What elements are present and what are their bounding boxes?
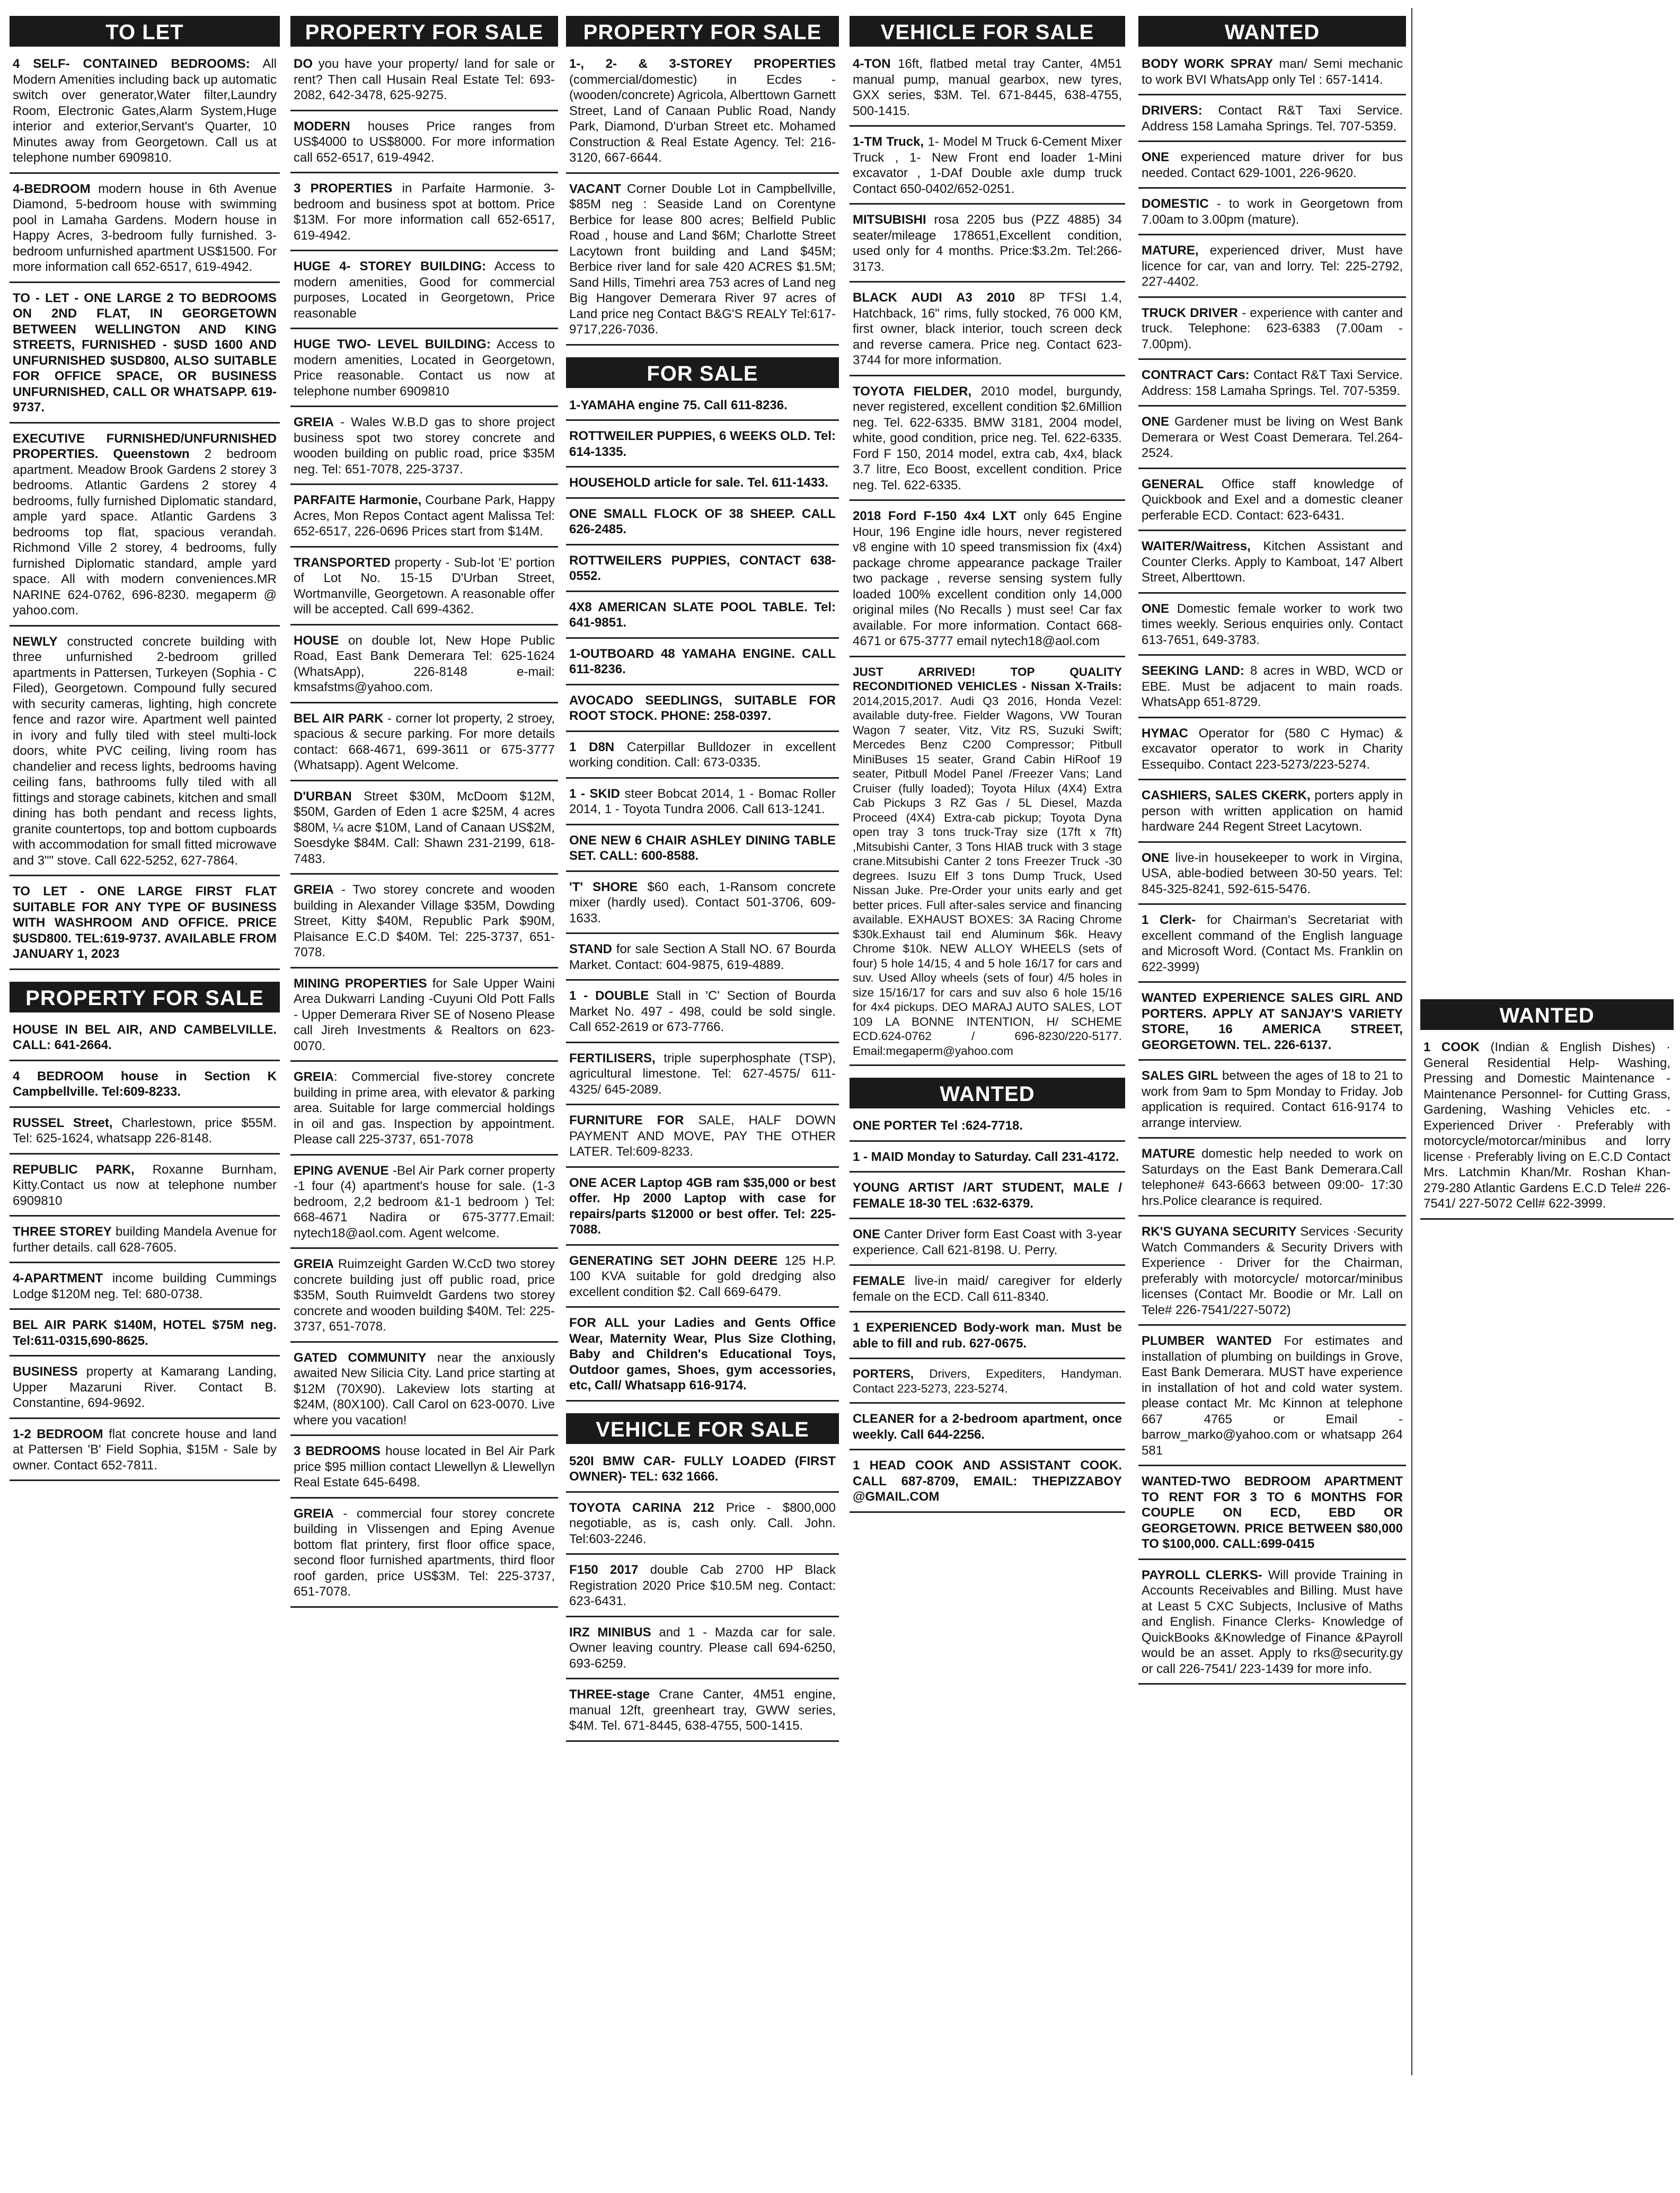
ad-lead: PLUMBER WANTED xyxy=(1142,1334,1272,1348)
ad-lead: RK'S GUYANA SECURITY xyxy=(1142,1225,1297,1239)
classified-ad xyxy=(290,553,558,626)
classified-ad xyxy=(10,288,280,424)
ad-lead: CONTRACT Cars: xyxy=(1142,368,1250,382)
ad-lead: 1-TM Truck, xyxy=(853,135,924,149)
ad-body: for Chairman's Secretariat with excellent command of the English language and Microsoft Word. (Contact Ms. Franklin on 622-3999) xyxy=(1142,913,1403,974)
ad-lead: GENERATING SET JOHN DEERE xyxy=(569,1253,778,1268)
ad-body: property - Sub-lot 'E' portion of Lot No. 15-15 D'Urban Street, Wortmanville, Georgetown. A reasonable offer will be accepted. Call 699-4362. xyxy=(294,555,555,616)
classified-ad xyxy=(850,1271,1125,1313)
classified-ad xyxy=(1420,1037,1674,1220)
ad-lead: ONE xyxy=(1142,850,1170,865)
ad-body: Stall in 'C' Section of Bourda Market No. 497 - 498, could be sold single. Call 652-2619 or 673-7766. xyxy=(569,989,836,1034)
classified-ad xyxy=(1138,988,1406,1061)
classified-ad xyxy=(1138,54,1406,95)
classified-ad xyxy=(850,1147,1125,1173)
classified-ad xyxy=(290,709,558,781)
classified-ad xyxy=(1138,303,1406,360)
classified-ad xyxy=(1138,661,1406,718)
classified-ad xyxy=(1138,910,1406,983)
ad-body: Services ·Security Watch Commanders & Security Drivers with Experience · Driver for the Chairman, preferably with motorcycle/ motorcar/minibus licenses (Contact Mr. Boodie or Mr. Lall on Tele# 226-7541/227-5072) xyxy=(1142,1225,1403,1317)
ad-body: - corner lot property, 2 stroey, spacious & secure parking. For more details contact: 668-4671, 699-3611 or 675-3777 (Whatsapp). Agent Welcome. xyxy=(294,711,555,772)
ad-body: 2010 model, burgundy, never registered, excellent condition $2.6Million neg. Tel. 622-6335. BMW 3181, 2004 model, white, good condition, price neg. Tel. 622-6335. Ford F 150, 2014 model, extra cab, 4x4, black 3.7 litre, Eco Boost, excellent condition. Price neg. Tel. 622-6335. xyxy=(853,384,1122,492)
classified-ad xyxy=(290,257,558,329)
column-1 xyxy=(10,0,280,2193)
classified-ad xyxy=(1138,848,1406,905)
ad-body: Price - $800,000 negotiable, as is, cash only. Call. John. Tel:603-2246. xyxy=(569,1500,836,1546)
classified-ad xyxy=(566,426,839,468)
ad-lead: PARFAITE Harmonie, xyxy=(294,493,422,507)
classified-ad xyxy=(290,490,558,548)
ad-lead: 4-APARTMENT xyxy=(13,1271,103,1285)
ad-body: rosa 2205 bus (PZZ 4885) 34 seater/mileage 178651,Excellent condition, used only for 4 months. Price:$3.2m. Tel:266-3173. xyxy=(853,213,1122,274)
ad-body: - experience with canter and truck. Telephone: 623-6383 (7.00am - 7.00pm). xyxy=(1142,305,1403,351)
ad-lead: ONE xyxy=(1142,415,1170,429)
ad-lead: 1 EXPERIENCED Body-work man. Must be able to fill and rub. 627-0675. xyxy=(853,1320,1122,1351)
ad-lead: HOUSE xyxy=(294,633,339,648)
classified-ad xyxy=(10,1222,280,1263)
ad-body: in Parfaite Harmonie. 3-bedroom and business spot at bottom. Price $13M. For more information call 652-6517, 619-4942. xyxy=(294,181,555,243)
ad-lead: GREIA xyxy=(294,883,334,897)
ad-body: experienced mature driver for bus needed. Contact 629-1001, 226-9620. xyxy=(1142,150,1403,180)
ad-lead: TO - LET - ONE LARGE 2 TO BEDROOMS ON 2ND FLAT, IN GEORGETOWN BETWEEN WELLINGTON AND KING STREETS, FURNISHED - $USD 1600 AND UNFURNISHED $USD800, ALSO SUITABLE FOR OFFICE SPACE, OR BUSINESS UNFURNISHED, CALL OR WHATSAPP. 619-9737. xyxy=(13,290,277,415)
ad-body: you have your property/ land for sale or rent? Then call Husain Real Estate Tel: 693-2082, 642-3478, 625-9275. xyxy=(294,57,555,102)
classified-ad xyxy=(10,1113,280,1155)
classified-ad xyxy=(10,179,280,283)
ad-body: Kitchen Assistant and Counter Clerks. Apply to Kamboat, 147 Albert Street, Alberttown. xyxy=(1142,539,1403,585)
classified-ad xyxy=(1138,101,1406,142)
ad-lead: MATURE xyxy=(1142,1147,1195,1161)
classified-ad xyxy=(1138,474,1406,532)
ad-lead: MITSUBISHI xyxy=(853,213,926,227)
classified-ad xyxy=(290,1067,558,1156)
classified-ad xyxy=(566,986,839,1043)
ad-body: Will provide Training in Accounts Receivables and Billing. Must have at Least 5 CXC Subjects, Inclusive of Maths and English. Finance Clerks- Knowledge of QuickBooks &Knowledge of Finance &Payroll would be an asset. Apply to rks@security.gy or call 226-7541/ 223-1439 for more info. xyxy=(1142,1567,1403,1676)
ad-lead: 2018 Ford F-150 4x4 LXT xyxy=(853,509,1016,523)
classified-ad xyxy=(1138,365,1406,407)
classified-ad xyxy=(566,1560,839,1617)
ad-lead: HUGE 4- STOREY BUILDING: xyxy=(294,259,487,274)
classified-ad xyxy=(10,1362,280,1419)
classified-ad xyxy=(10,882,280,970)
classified-ad xyxy=(850,54,1125,127)
ad-body: house located in Bel Air Park price $95 million contact Llewellyn & Llewellyn Real Estate 645-6498. xyxy=(294,1444,555,1490)
ad-body: - commercial four storey concrete building in Vlissengen and Eping Avenue bottom flat printery, first floor office space, second floor furnished apartments, third floor roof garden, price US$3M. Tel: 225-3737, 651-7078. xyxy=(294,1506,555,1599)
ad-lead: ONE xyxy=(853,1227,881,1241)
ad-lead: 3 PROPERTIES xyxy=(294,181,393,196)
ad-lead: 1 - MAID Monday to Saturday. Call 231-4172. xyxy=(853,1149,1119,1164)
ad-body: 2014,2015,2017. Audi Q3 2016, Honda Vezel: available duty-free. Fielder Wagons, VW Touran Wagon 7 seater, Vitz, Vitz RS, Suzuki Swift; Mercedes Benz C200 Compressor; Pitbull MiniBuses 15 seater, Grand Cabin HiRoof 19 seater, Pitbull Model Panel /Freezer Vans; Land Cruiser (fully loaded); Toyota Hilux (4X4) Extra Cab Pickups 3 RZ Gas / 5L Diesel, Mazda Proceed (4X4) Extra-cab pickup; Toyota Dyna open tray 3 tons truck-Tray size (17ft x 7ft) ,Mitsubishi Canter, 3 Tons HIAB truck with 3 stage crane.Mitsubishi Canter 2 tons Freezer Truck -30 degrees. Isuzu Elf 3 tons Dump Truck, Used Nissan Juke. Pre-Order your units early and get better prices. Full after-sales service and financing available. EXHAUST BOXES: 3A Racing Chrome $30k.Exhaust tail end Aluminum $6k. Heavy Chrome $10k. NEW ALLOY WHEELS (sets of four) 5 hole 14/15, 4 and 5 hole 16/17 for cars and suv. Used Alloy wheels (sets of four) 4/5 holes in size 15/16/17 for cars and suv also 6 hole 15/16 for 4x4 pickups. DEO MARAJ AUTO SALES, LOT 109 LA BONNE INTENTION, H/ SCHEME ECD.624-0762 / 696-8230/220-5177. Email:megaperm@yahoo.com xyxy=(853,694,1122,1058)
classified-ad xyxy=(290,1254,558,1343)
ad-body: double Cab 2700 HP Black Registration 2020 Price $10.5M neg. Contact: 623-6431. xyxy=(569,1563,836,1608)
ad-lead: DRIVERS: xyxy=(1142,103,1202,118)
classified-ad xyxy=(290,974,558,1062)
column-4 xyxy=(850,0,1125,2193)
classified-ad xyxy=(10,1315,280,1357)
ad-body: building Mandela Avenue for further details. call 628-7605. xyxy=(13,1225,277,1255)
ad-lead: TRUCK DRIVER xyxy=(1142,305,1238,320)
column-2 xyxy=(290,0,558,2193)
ad-lead: RUSSEL Street, xyxy=(13,1115,113,1130)
section-header: FOR SALE xyxy=(566,357,839,388)
classified-ad xyxy=(850,1178,1125,1219)
ad-lead: WANTED EXPERIENCE SALES GIRL AND PORTERS. APPLY AT SANJAY'S VARIETY STORE, 16 AMERICA STREET, GEORGETOWN. TEL. 226-6137. xyxy=(1142,991,1403,1052)
classified-ad xyxy=(850,288,1125,376)
classified-ad xyxy=(1138,724,1406,781)
ad-body: porters apply in person with written application on hamid hardware 244 Regent Street Lacytown. xyxy=(1142,788,1403,834)
ad-lead: MODERN xyxy=(294,119,350,134)
ad-lead: GREIA xyxy=(294,415,334,429)
classified-ad xyxy=(1138,241,1406,298)
ad-body: Contact R&T Taxi Service. Address: 158 Lamaha Springs. Tel. 707-5359. xyxy=(1142,368,1403,398)
ad-lead: 1 - DOUBLE xyxy=(569,989,649,1003)
ad-lead: WANTED-TWO BEDROOM APARTMENT TO RENT FOR 3 TO 6 MONTHS FOR COUPLE ON ECD, EBD OR GEORGETOWN. PRICE BETWEEN $80,000 TO $100,000. CALL:699-0415 xyxy=(1142,1474,1403,1551)
ad-lead: BLACK AUDI A3 2010 xyxy=(853,290,1015,305)
ad-body: Corner Double Lot in Campbellville, $85M neg : Seaside Land on Corentyne Berbice for lease 800 acres; Belfield Public Road , house and Land $6M; Charlotte Street Lacytown front building and Land $45M; Berbice river land for sale 420 ACRES $1.5M; Sand Hills, Timehri area 753 acres of Land neg Big Hangover Demerara River 97 acres of Land price neg Contact B&G'S REALY Tel:617-9717,226-7036. xyxy=(569,181,836,337)
classified-ad xyxy=(566,1623,839,1680)
page-frame-line xyxy=(1411,8,1412,2075)
classified-ad xyxy=(566,597,839,639)
ad-lead: 1-2 BEDROOM xyxy=(13,1426,103,1441)
classified-ad xyxy=(1138,786,1406,843)
ad-lead: HYMAC xyxy=(1142,726,1188,741)
classified-ad xyxy=(566,1251,839,1308)
classified-ad xyxy=(290,179,558,251)
section-header: WANTED xyxy=(850,1078,1125,1108)
classified-ad xyxy=(1138,1222,1406,1326)
ad-body: for Sale Upper Waini Area Dukwarri Landing -Cuyuni Old Pott Falls - Upper Demerara River SE of Noseno Please call Jireh Investments & Realtors on 623-0070. xyxy=(294,976,555,1053)
classified-ad xyxy=(566,1685,839,1742)
ad-lead: 1 - SKID xyxy=(569,786,620,801)
ad-lead: THREE-stage xyxy=(569,1687,650,1702)
ad-body: 125 H.P. 100 KVA suitable for gold dredging also excellent condition $2. Call 669-6479. xyxy=(569,1253,836,1299)
ad-body: experienced driver, Must have licence for car, van and lorry. Tel: 225-2792, 227-4402. xyxy=(1142,243,1403,289)
section-header: TO LET xyxy=(10,16,280,47)
classified-ad xyxy=(1138,147,1406,189)
ad-lead: D'URBAN xyxy=(294,789,352,804)
column-5 xyxy=(1138,0,1406,2193)
classified-ad xyxy=(1138,536,1406,594)
classified-ad xyxy=(10,1424,280,1482)
classified-ad xyxy=(290,787,558,875)
ad-body: Drivers, Expediters, Handyman. Contact 223-5273, 223-5274. xyxy=(853,1367,1122,1395)
ad-lead: YOUNG ARTIST /ART STUDENT, MALE / FEMALE 18-30 TEL :632-6379. xyxy=(853,1181,1122,1211)
classified-ad xyxy=(566,395,839,421)
classified-ad xyxy=(1138,1331,1406,1466)
ad-body: only 645 Engine Hour, 196 Engine idle hours, never registered v8 engine with 10 speed transmission fix (4x4) package chrome appearance package Trailer two package , reverse sensing system fully loaded 100% excellent condition only 14,000 original miles (No Recalls ) must see! Car fax available. For more information. Contact 668-4671 or 675-3777 email nytech18@aol.com xyxy=(853,509,1122,648)
classified-ad xyxy=(10,1269,280,1310)
section-header: VEHICLE FOR SALE xyxy=(566,1413,839,1444)
classified-ad xyxy=(290,1348,558,1437)
ad-lead: BODY WORK SPRAY xyxy=(1142,57,1274,71)
ad-body: property at Kamarang Landing, Upper Mazaruni River. Contact B. Constantine, 694-9692. xyxy=(13,1364,277,1410)
classified-ad xyxy=(850,382,1125,501)
classified-ad xyxy=(850,663,1125,1067)
ad-body: 1- Model M Truck 6-Cement Mixer Truck , 1- New Front end loader 1-Mini excavator , 1-DAf Double axle dump truck Contact 650-0402/652-0251. xyxy=(853,135,1122,196)
ad-lead: GREIA xyxy=(294,1070,334,1084)
classified-ad xyxy=(290,412,558,485)
ad-lead: VACANT xyxy=(569,181,622,196)
classified-ad xyxy=(850,1364,1125,1404)
ad-body: Office staff knowledge of Quickbook and Exel and a domestic cleaner perferable ECD. Contact: 623-6431. xyxy=(1142,477,1403,523)
classified-ad xyxy=(10,1160,280,1217)
ad-lead: 520I BMW CAR- FULLY LOADED (FIRST OWNER)- TEL: 632 1666. xyxy=(569,1454,836,1484)
ad-lead: HOUSE IN BEL AIR, AND CAMBELVILLE. CALL: 641-2664. xyxy=(13,1022,277,1052)
ad-lead: FERTILISERS, xyxy=(569,1051,656,1065)
classified-ad xyxy=(290,631,558,703)
ad-lead: ONE NEW 6 CHAIR ASHLEY DINING TABLE SET. CALL: 600-8588. xyxy=(569,833,836,863)
classified-ad xyxy=(10,54,280,174)
ad-lead: ONE xyxy=(1142,601,1170,616)
ad-body: 16ft, flatbed metal tray Canter, 4M51 manual pump, manual gearbox, new tyres, GXX series, $3M. Tel. 671-8445, 638-4755, 500-1415. xyxy=(853,57,1122,118)
ad-lead: BEL AIR PARK xyxy=(294,711,384,726)
ad-body: Gardener must be living on West Bank Demerara or West Coast Demerara. Tel.264-2524. xyxy=(1142,415,1403,460)
ad-lead: 1 COOK xyxy=(1423,1040,1480,1054)
ad-lead: 4 BEDROOM house in Section K Campbellville. Tel:609-8233. xyxy=(13,1069,277,1099)
ad-lead: FEMALE xyxy=(853,1274,905,1288)
ad-body: on double lot, New Hope Public Road, East Bank Demerara Tel: 625-1624 (WhatsApp), 226-8148 e-mail: kmsafstms@yahoo.com. xyxy=(294,633,555,694)
ad-lead: CASHIERS, SALES CKERK, xyxy=(1142,788,1311,803)
ad-lead: TO LET - ONE LARGE FIRST FLAT SUITABLE FOR ANY TYPE OF BUSINESS WITH WASHROOM AND OFFICE. PRICE $USD800. TEL:619-9737. AVAILABLE FROM JANUARY 1, 2023 xyxy=(13,884,277,961)
ad-body: between the ages of 18 to 21 to work from 9am to 5pm Monday to Friday. Job application is required. Contact 616-9174 to arrange interview. xyxy=(1142,1069,1403,1130)
ad-body: 8P TFSI 1.4, Hatchback, 16" rims, fully stocked, 76 000 KM, first owner, black interior, touch screen deck and reverse camera. Price neg. Contact 623-3744 for more information. xyxy=(853,290,1122,367)
ad-body: income building Cummings Lodge $120M neg. Tel: 680-0738. xyxy=(13,1271,277,1301)
classified-ad xyxy=(566,551,839,592)
ad-body: modern house in 6th Avenue Diamond, 5-bedroom house with swimming pool in Lamaha Gardens. Modern house in Happy Acres, 3-bedroom fully furnished. 3-bedroom unfurnished apartment US$1500. For more information call 652-6517, 619-4942. xyxy=(13,181,277,274)
ad-lead: 1-, 2- & 3-STOREY PROPERTIES xyxy=(569,57,836,71)
classified-ad xyxy=(290,54,558,111)
classified-ad xyxy=(566,784,839,825)
section-header: WANTED xyxy=(1138,16,1406,47)
ad-body: and 1 - Mazda car for sale. Owner leaving country. Please call 694-6250, 693-6259. xyxy=(569,1625,836,1671)
ad-body: live-in housekeeper to work in Virgina, USA, able-bodied between 30-50 years. Tel: 845-325-8241, 592-615-5476. xyxy=(1142,850,1403,896)
ad-body: Charlestown, price $55M. Tel: 625-1624, whatsapp 226-8148. xyxy=(13,1115,277,1146)
ad-lead: BUSINESS xyxy=(13,1364,78,1379)
classified-ad xyxy=(566,877,839,935)
ad-lead: ROTTWEILER PUPPIES, 6 WEEKS OLD. Tel: 614-1335. xyxy=(569,429,836,459)
classified-ad xyxy=(290,1161,558,1249)
ad-lead: PORTERS, xyxy=(853,1367,914,1380)
ad-lead: 4X8 AMERICAN SLATE POOL TABLE. Tel: 641-9851. xyxy=(569,600,836,630)
classified-ad xyxy=(566,691,839,732)
ad-lead: 1-OUTBOARD 48 YAMAHA ENGINE. CALL 611-8236. xyxy=(569,646,836,676)
ad-body: Access to modern amenities, Good for commercial purposes, Located in Georgetown, Price reasonable xyxy=(294,259,555,321)
ad-body: All Modern Amenities including back up automatic switch over generator,Water filter,Laundry Room, Electronic Gates,Alarm System,Huge interior and exterior,Servant's Quarter, 10 Minutes away from Georgetown. Call us at telephone number 6909810. xyxy=(13,57,277,165)
ad-body: Operator for (580 C Hymac) & excavator operator to work in Charity Essequibo. Contact 223-5273/223-5274. xyxy=(1142,726,1403,772)
ad-lead: FURNITURE FOR xyxy=(569,1113,684,1128)
ad-body: triple superphosphate (TSP), agricultural limestone. Tel: 627-4575/ 611-4325/ 645-2089. xyxy=(569,1051,836,1097)
ad-lead: GATED COMMUNITY xyxy=(294,1350,427,1365)
column-3 xyxy=(566,0,839,2193)
ad-lead: 1 HEAD COOK AND ASSISTANT COOK. CALL 687-8709, EMAIL: THEPIZZABOY @GMAIL.COM xyxy=(853,1458,1122,1504)
classified-ad xyxy=(566,504,839,545)
ad-lead: HOUSEHOLD article for sale. Tel. 611-1433. xyxy=(569,475,829,490)
ad-lead: EPING AVENUE xyxy=(294,1163,389,1178)
classified-ad xyxy=(10,429,280,627)
section-header: WANTED xyxy=(1420,999,1674,1030)
ad-body: : Commercial five-storey concrete building in prime area, with elevator & parking area. Suitable for large commercial holdings in oil and gas. Inspection by appointment. Please call 225-3737, 651-7078 xyxy=(294,1070,555,1147)
ad-lead: 1 D8N xyxy=(569,739,615,754)
ad-body: SALE, HALF DOWN PAYMENT AND MOVE, PAY THE OTHER LATER. Tel:609-8233. xyxy=(569,1113,836,1159)
classified-ad xyxy=(290,1504,558,1608)
classified-ad xyxy=(850,1409,1125,1450)
classified-ad xyxy=(566,644,839,685)
ad-lead: MINING PROPERTIES xyxy=(294,976,427,991)
ad-body: Courbane Park, Happy Acres, Mon Repos Contact agent Malissa Tel: 652-6517, 226-0696 Prices start from $14M. xyxy=(294,493,555,539)
ad-body: constructed concrete building with three unfurnished 2-bedroom grilled apartments in Pattersen, Turkeyen (Sophia - C Filed), Georgetown. Compound fully secured with security cameras, lighting, high concrete fence and razor wire. Apartment well painted in ivory and fully tiled with steel multi-lock doors, white PVC ceiling, living room has chandelier and recess lights, bedrooms having ceiling fans, bathrooms fully tiled with all fittings and storage cabinets, kitchen and small dining has both pendant and recess lights, granite countertops, top and bottom cupboards with accommodation for small fitted microwave and 3"" stove. Call 622-5252, 627-7864. xyxy=(13,634,277,868)
ad-lead: 4 SELF- CONTAINED BEDROOMS: xyxy=(13,57,250,71)
ad-lead: GREIA xyxy=(294,1257,334,1271)
ad-lead: 1 Clerk- xyxy=(1142,913,1196,927)
ad-body: for sale Section A Stall NO. 67 Bourda Market. Contact: 604-9875, 619-4889. xyxy=(569,942,836,972)
ad-body: $60 each, 1-Ransom concrete mixer (hardly used). Contact 501-3706, 609-1633. xyxy=(569,879,836,926)
ad-body: For estimates and installation of plumbing on buildings in Grove, East Bank Demerara. MUST have experience in installation of hot and cold water system. please contact Mr. Mc Kinnon at telephone 667 4765 or Email - barrow_marko@yahoo.com or whatsapp 264 581 xyxy=(1142,1334,1403,1458)
ad-body: Contact R&T Taxi Service. Address 158 Lamaha Springs. Tel. 707-5359. xyxy=(1142,103,1403,134)
classified-ad xyxy=(1138,194,1406,235)
ad-lead: DOMESTIC xyxy=(1142,197,1209,211)
ad-lead: TOYOTA CARINA 212 xyxy=(569,1500,714,1515)
ad-body: Caterpillar Bulldozer in excellent working condition. Call: 673-0335. xyxy=(569,739,836,770)
ad-body: (commercial/domestic) in Ecdes - (wooden/concrete) Agricola, Alberttown Garnett Street, Land of Canaan Public Road, Nandy Park, Diamond, D'urban Street etc. Mohamed Construction & Real Estate Agency. Tel: 216-3120, 667-6644. xyxy=(569,72,836,165)
classified-ad xyxy=(850,1318,1125,1359)
classified-ad xyxy=(850,1116,1125,1142)
ad-body: Domestic female worker to work two times weekly. Serious enquiries only. Contact 613-7651, 649-3783. xyxy=(1142,601,1403,647)
classified-ad xyxy=(1138,1144,1406,1217)
classified-ad xyxy=(10,1020,280,1061)
ad-lead: IRZ MINIBUS xyxy=(569,1625,651,1640)
section-header: VEHICLE FOR SALE xyxy=(850,16,1125,47)
ad-lead: CLEANER for a 2-bedroom apartment, once weekly. Call 644-2256. xyxy=(853,1412,1122,1442)
ad-lead: HUGE TWO- LEVEL BUILDING: xyxy=(294,337,491,351)
classified-ad xyxy=(290,1441,558,1499)
ad-lead: ONE xyxy=(1142,150,1170,164)
ad-body: Canter Driver form East Coast with 3-year experience. Call 621-8198. U. Perry. xyxy=(853,1227,1122,1257)
ad-body: Ruimzeight Garden W.CcD two storey concrete building just off public road, price $35M, South Ruimveldt Gardens two storey concrete and wooden building $40M. Tel: 225-3737, 651-7078. xyxy=(294,1257,555,1334)
ad-lead: 'T' SHORE xyxy=(569,879,638,894)
ad-lead: TOYOTA FIELDER, xyxy=(853,384,972,399)
ad-body: Street $30M, McDoom $12M, $50M, Garden of Eden 1 acre $25M, 4 acres $80M, ¼ acre $10M, Land of Canaan US$2M, Soesdyke $84M. Call: Shawn 231-2199, 618-7483. xyxy=(294,789,555,866)
ad-lead: ROTTWEILERS PUPPIES, CONTACT 638-0552. xyxy=(569,553,836,583)
ad-body: - Wales W.B.D gas to shore project business spot two storey concrete and wooden building on public road, price $35M neg. Tel: 651-7078, 225-3737. xyxy=(294,415,555,477)
ad-lead: AVOCADO SEEDLINGS, SUITABLE FOR ROOT STOCK. PHONE: 258-0397. xyxy=(569,693,836,723)
classified-ad xyxy=(1138,1472,1406,1560)
ad-lead: BEL AIR PARK $140M, HOTEL $75M neg. Tel:611-0315,690-8625. xyxy=(13,1318,277,1348)
classified-ad xyxy=(290,117,558,174)
classified-ad xyxy=(566,1111,839,1168)
ad-lead: GENERAL xyxy=(1142,477,1204,491)
ad-lead: F150 2017 xyxy=(569,1563,639,1577)
classified-ad xyxy=(850,1225,1125,1266)
section-header: PROPERTY FOR SALE xyxy=(566,16,839,47)
classified-ad xyxy=(290,334,558,407)
ad-body: flat concrete house and land at Pattersen 'B' Field Sophia, $15M - Sale by owner. Contact 652-7811. xyxy=(13,1426,277,1473)
classified-ad xyxy=(566,737,839,779)
ad-body: near the anxiously awaited New Silicia City. Land price starting at $12M (70X90). Lakeview lots starting at $24M, (80X100). Call Carol on 623-0070. Live where you vacation! xyxy=(294,1350,555,1428)
classified-ad xyxy=(566,179,839,346)
classified-ad xyxy=(566,831,839,872)
classified-ad xyxy=(290,880,558,968)
ad-body: Crane Canter, 4M51 engine, manual 12ft, greenheart tray, GWW series, $4M. Tel. 671-8445, 638-4755, 500-1415. xyxy=(569,1687,836,1733)
ad-lead: 3 BEDROOMS xyxy=(294,1444,381,1458)
classified-ad xyxy=(1138,599,1406,656)
ad-body: live-in maid/ caregiver for elderly female on the ECD. Call 611-8340. xyxy=(853,1274,1122,1304)
ad-lead: 1-YAMAHA engine 75. Call 611-8236. xyxy=(569,398,788,412)
ad-lead: THREE STOREY xyxy=(13,1225,112,1239)
ad-body: houses Price ranges from US$4000 to US$8000. For more information call 652-6517, 619-4942. xyxy=(294,119,555,165)
ad-body: 2 bedroom apartment. Meadow Brook Gardens 2 storey 3 bedrooms. Atlantic Gardens 2 storey 4 bedrooms, fully furnished Diplomatic standard, ample yard space. Atlantic Gardens 3 bedrooms top flat, spacious verandah. Richmond Ville 2 storey, 4 bedrooms, fully furnished Diplomatic standard, ample yard space. All with modern conveniences.MR NARINE 624-0762, 696-8230. megaperm @ yahoo.com. xyxy=(13,447,277,618)
ad-lead: REPUBLIC PARK, xyxy=(13,1162,135,1177)
ad-lead: NEWLY xyxy=(13,634,58,649)
classified-ad xyxy=(850,132,1125,205)
classified-ad xyxy=(10,632,280,877)
classified-ad xyxy=(566,1173,839,1246)
ad-lead: 4-TON xyxy=(853,57,891,71)
classified-ad xyxy=(566,473,839,499)
section-header: PROPERTY FOR SALE xyxy=(10,982,280,1012)
ad-lead: DO xyxy=(294,57,313,71)
ad-body: steer Bobcat 2014, 1 - Bomac Roller 2014, 1 - Toyota Tundra 2006. Call 613-1241. xyxy=(569,786,836,816)
ad-body: Access to modern amenities, Located in Georgetown, Price reasonable. Contact us now at telephone number 6909810 xyxy=(294,337,555,399)
ad-body: - to work in Georgetown from 7.00am to 3.00pm (mature). xyxy=(1142,197,1403,227)
ad-lead: EXECUTIVE FURNISHED/UNFURNISHED PROPERTIES. Queenstown xyxy=(13,431,277,461)
classified-ad xyxy=(850,210,1125,283)
classified-ad xyxy=(566,1049,839,1106)
section-header: PROPERTY FOR SALE xyxy=(290,16,558,47)
ad-body: -Bel Air Park corner property -1 four (4) apartment's house for sale. (1-3 bedroom, 2,2 bedroom &1-1 bedroom ) Tel: 668-4671 Nadira or 675-3777.Email: nytech18@aol.com. Agent welcome. xyxy=(294,1163,555,1240)
ad-lead: STAND xyxy=(569,942,612,956)
ad-body: 8 acres in WBD, WCD or EBE. Must be adjacent to main roads. WhatsApp 651-8729. xyxy=(1142,664,1403,709)
classified-ad xyxy=(1138,1066,1406,1139)
ad-lead: 4-BEDROOM xyxy=(13,181,91,196)
ad-lead: SEEKING LAND: xyxy=(1142,664,1244,678)
classified-ad xyxy=(850,1456,1125,1513)
ad-lead: PAYROLL CLERKS- xyxy=(1142,1567,1262,1582)
ad-body: - Two storey concrete and wooden building in Alexander Village $35M, Dowding Street, Kitty $40M, Republic Park $90M, Plaisance E.C.D $40M. Tel: 225-3737, 651-7078. xyxy=(294,883,555,959)
ad-lead: ONE SMALL FLOCK OF 38 SHEEP. CALL 626-2485. xyxy=(569,506,836,536)
ad-lead: JUST ARRIVED! TOP QUALITY RECONDITIONED VEHICLES - Nissan X-Trails: xyxy=(853,665,1122,693)
classified-ad xyxy=(850,506,1125,657)
classified-ad xyxy=(566,939,839,981)
ad-lead: TRANSPORTED xyxy=(294,555,391,570)
ad-lead: MATURE, xyxy=(1142,243,1199,258)
ad-body: man/ Semi mechanic to work BVI WhatsApp only Tel : 657-1414. xyxy=(1142,57,1403,87)
classified-ad xyxy=(566,1313,839,1402)
classified-ad xyxy=(566,1451,839,1493)
ad-lead: GREIA xyxy=(294,1506,334,1521)
ad-lead: ONE PORTER Tel :624-7718. xyxy=(853,1118,1023,1133)
ad-lead: WAITER/Waitress, xyxy=(1142,539,1251,553)
column-6 xyxy=(1420,983,1674,2193)
classified-ad xyxy=(1138,1565,1406,1685)
ad-lead: FOR ALL your Ladies and Gents Office Wear, Maternity Wear, Plus Size Clothing, Baby and Children's Educational Toys, Outdoor games, Shoes, gym accessories, etc, Call/ Whatsapp 616-9174. xyxy=(569,1316,836,1393)
ad-body: domestic help needed to work on Saturdays on the East Bank Demerara.Call telephone# 643-6663 between 09:00- 17:30 hrs.Police clearance is required. xyxy=(1142,1147,1403,1208)
classified-ad xyxy=(1138,412,1406,469)
ad-lead: SALES GIRL xyxy=(1142,1069,1218,1083)
ad-body: (Indian & English Dishes) · General Residential Help- Washing, Pressing and Domestic Maintenance - Maintenance Personnel- for Cutting Grass, Gardening, Washing Vehicles etc. - Experienced Driver · Preferably with motorcycle/motorcar/minibus and lorry license · Preferably living on E.C.D Contact Mrs. Latchmin Khan/Mr. Roshan Khan- 279-280 Atlantic Gardens E.C.D Tele# 226-7541/ 227-5072 Cell# 622-3999. xyxy=(1423,1040,1671,1211)
ad-body: Roxanne Burnham, Kitty.Contact us now at telephone number 6909810 xyxy=(13,1162,277,1208)
classified-ad xyxy=(10,1067,280,1108)
classified-ad xyxy=(566,54,839,174)
classified-ad xyxy=(566,1498,839,1555)
ad-lead: ONE ACER Laptop 4GB ram $35,000 or best offer. Hp 2000 Laptop with case for repairs/parts $12000 or best offer. Tel: 225-7088. xyxy=(569,1175,836,1237)
